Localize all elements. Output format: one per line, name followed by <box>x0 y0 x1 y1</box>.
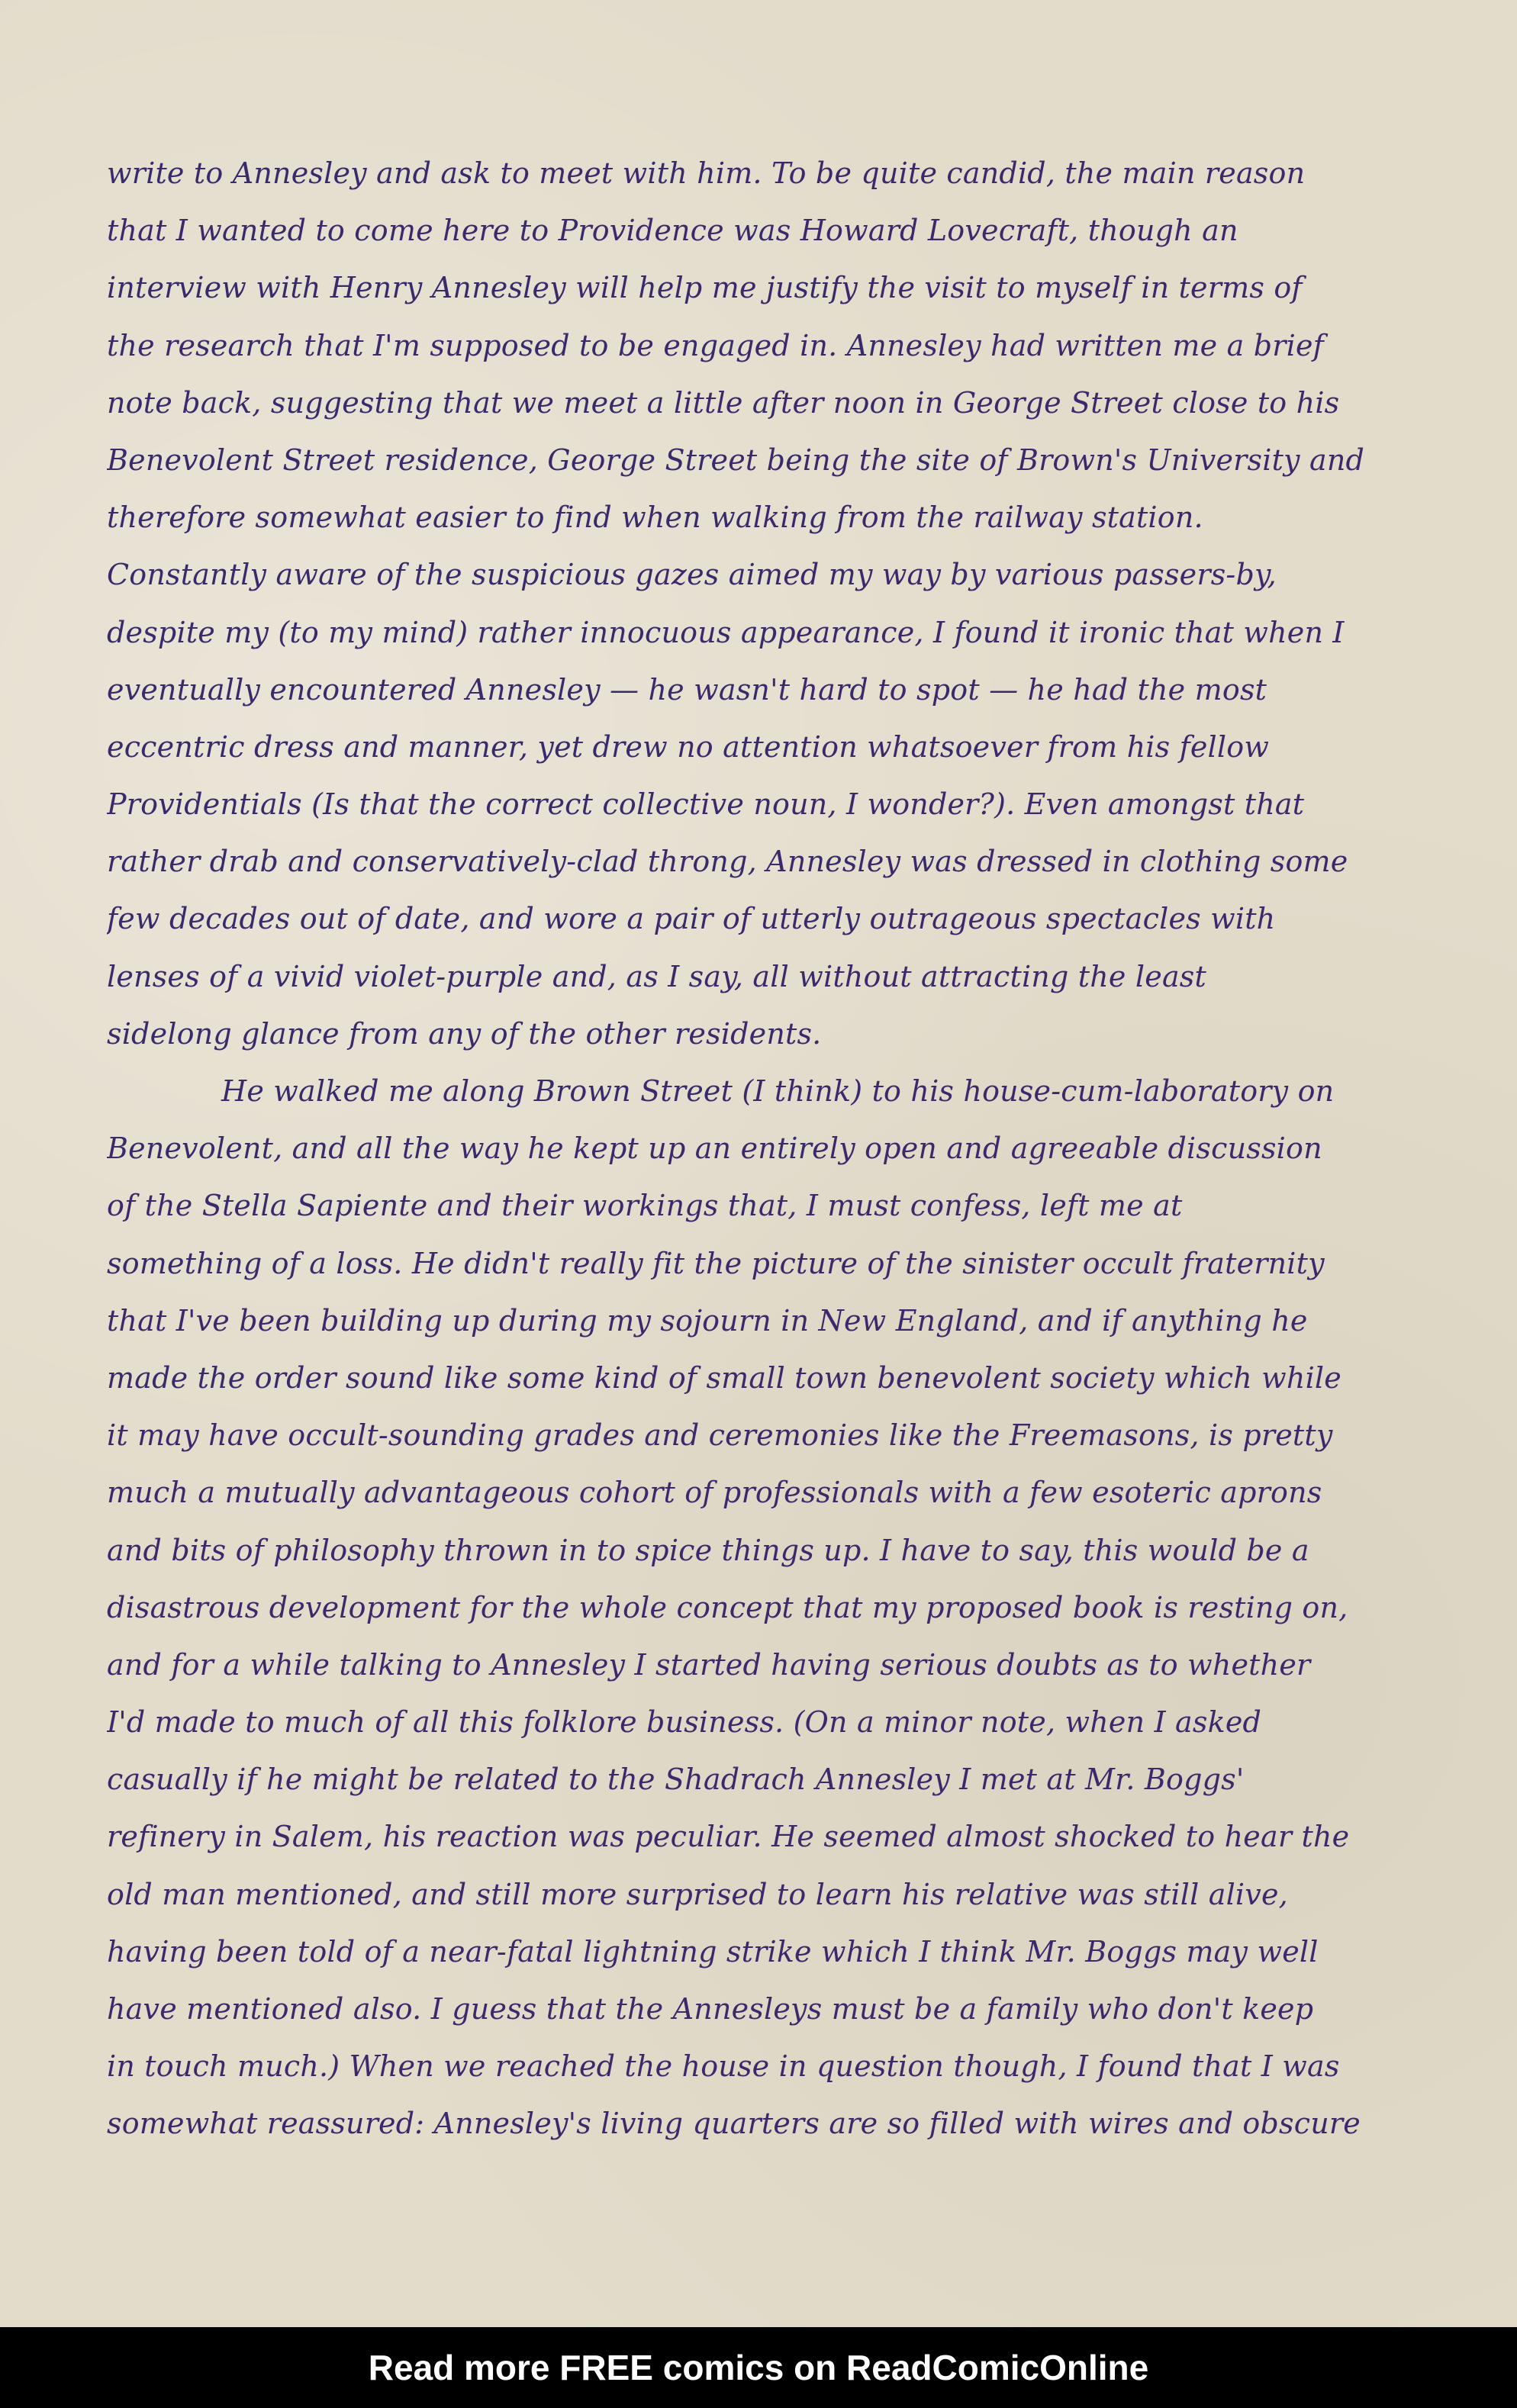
text-line: Benevolent Street residence, George Street being the site of Brown's University and <box>107 443 1365 477</box>
text-line: Benevolent, and all the way he kept up an entirely open and agreeable discussion <box>107 1132 1322 1166</box>
text-line-paragraph-start: He walked me along Brown Street (I think) to his house-cum-laboratory on <box>221 1074 1335 1108</box>
text-line: old man mentioned, and still more surprised to learn his relative was still alive, <box>107 1877 1288 1911</box>
text-line: eventually encountered Annesley — he wasn't hard to spot — he had the most <box>107 672 1267 707</box>
footer-promo-text: Read more FREE comics on ReadComicOnline <box>368 2348 1149 2387</box>
text-line: and bits of philosophy thrown in to spice things up. I have to say, this would be a <box>107 1533 1309 1567</box>
text-line: therefore somewhat easier to find when walking from the railway station. <box>107 501 1203 535</box>
text-line: it may have occult-sounding grades and ceremonies like the Freemasons, is pretty <box>107 1418 1333 1453</box>
text-line: having been told of a near-fatal lightning strike which I think Mr. Boggs may well <box>107 1934 1319 1969</box>
text-line: interview with Henry Annesley will help me justify the visit to myself in terms of <box>107 271 1303 305</box>
text-line: I'd made to much of all this folklore business. (On a minor note, when I asked <box>107 1705 1262 1740</box>
text-line: casually if he might be related to the Shadrach Annesley I met at Mr. Boggs' <box>107 1763 1245 1797</box>
text-line: write to Annesley and ask to meet with him. To be quite candid, the main reason <box>107 156 1306 190</box>
text-line: despite my (to my mind) rather innocuous appearance, I found it ironic that when I <box>107 615 1345 649</box>
text-line: the research that I'm supposed to be engaged in. Annesley had written me a brief <box>107 328 1324 362</box>
text-line: and for a while talking to Annesley I started having serious doubts as to whether <box>107 1647 1311 1682</box>
text-line: somewhat reassured: Annesley's living quarters are so filled with wires and obscure <box>107 2107 1361 2141</box>
text-line: Providentials (Is that the correct collective noun, I wonder?). Even amongst that <box>107 787 1305 822</box>
text-line: lenses of a vivid violet-purple and, as I say, all without attracting the least <box>107 959 1206 993</box>
text-line: much a mutually advantageous cohort of professionals with a few esoteric aprons <box>107 1476 1322 1510</box>
text-line: disastrous development for the whole concept that my proposed book is resting on, <box>107 1590 1348 1624</box>
text-line: that I've been building up during my sojourn in New England, and if anything he <box>107 1303 1308 1338</box>
handwritten-text-block <box>107 145 1419 2153</box>
text-line: of the Stella Sapiente and their workings that, I must confess, left me at <box>107 1189 1183 1223</box>
text-line: in touch much.) When we reached the house in question though, I found that I was <box>107 2049 1340 2084</box>
text-line: made the order sound like some kind of small town benevolent society which while <box>107 1360 1341 1395</box>
text-line: rather drab and conservatively-clad throng, Annesley was dressed in clothing some <box>107 845 1348 879</box>
text-line: that I wanted to come here to Providence was Howard Lovecraft, though an <box>107 214 1238 248</box>
text-line: few decades out of date, and wore a pair of utterly outrageous spectacles with <box>107 902 1276 936</box>
text-line: have mentioned also. I guess that the Annesleys must be a family who don't keep <box>107 1992 1314 2026</box>
text-line: eccentric dress and manner, yet drew no attention whatsoever from his fellow <box>107 729 1270 764</box>
text-line: Constantly aware of the suspicious gazes aimed my way by various passers-by, <box>107 558 1277 592</box>
text-line: sidelong glance from any of the other residents. <box>107 1016 822 1051</box>
footer-banner <box>0 2327 1517 2408</box>
text-line: note back, suggesting that we meet a little after noon in George Street close to his <box>107 385 1340 420</box>
text-line: something of a loss. He didn't really fit the picture of the sinister occult fraternity <box>107 1246 1325 1280</box>
text-line: refinery in Salem, his reaction was peculiar. He seemed almost shocked to hear the <box>107 1820 1350 1854</box>
